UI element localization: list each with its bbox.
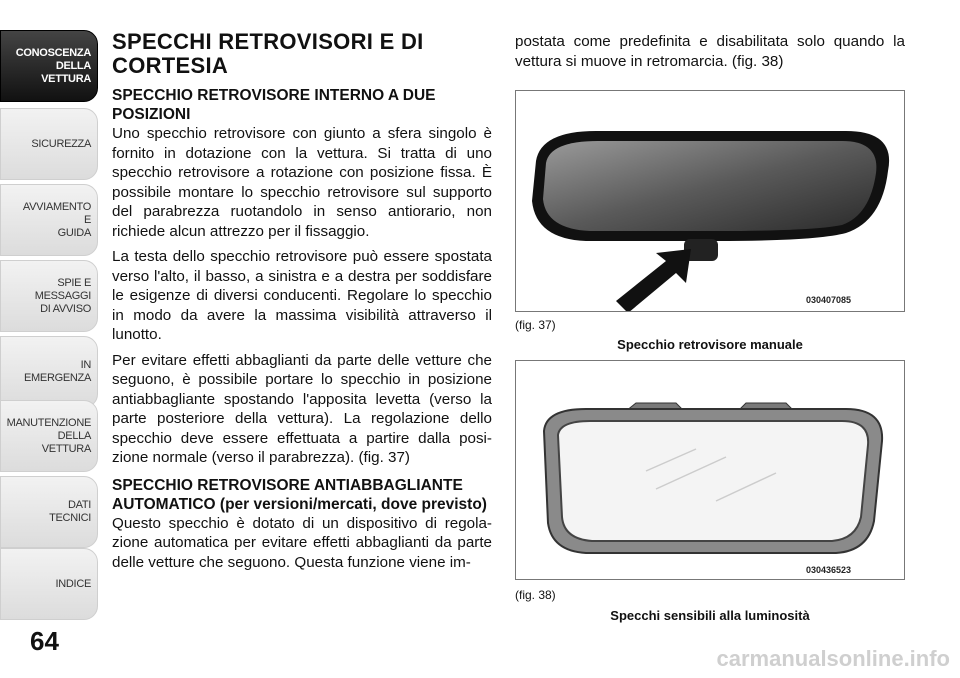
tab-dati-tecnici[interactable] (0, 476, 98, 548)
section2-paragraph-1: Questo specchio è dotato di un dispositivo di regola-zione automatica per evitare effetti abbaglianti da parte delle vetture che seguono. Questa funzione viene im- (112, 514, 492, 571)
tab-emergenza[interactable] (0, 336, 98, 408)
section1-heading: SPECCHIO RETROVISORE INTERNO A DUE POSIZIONI (112, 87, 436, 123)
manual-mirror-image (516, 91, 905, 312)
tab-indice[interactable] (0, 548, 98, 620)
tab-label: DATI TECNICI (49, 499, 91, 524)
section1-paragraph-2: La testa dello specchio retrovisore può essere spostata verso l'alto, il basso, a sinistra e a destra per soddisfare le esigenze di diversi conducenti. Regolare lo specchio in modo da avere la massima visibilità attraverso il lunotto. (112, 248, 492, 343)
tab-label: INDICE (55, 577, 91, 590)
tab-spie[interactable] (0, 260, 98, 332)
section1-paragraph-3: Per evitare effetti abbaglianti da parte delle vetture che seguono, è possibile portare lo specchio in posizione antiabbagliante spostando l'apposita levetta (verso la parte posteriore della vettura). La regolazione dello specchio deve essere effettuata a partire dalla posi-zione normale (verso il parabrezza). (fig. 37) (112, 351, 492, 466)
tab-label: SPIE E MESSAGGI DI AVVISO (34, 276, 91, 315)
figure-38 (515, 360, 905, 580)
tab-label: SICUREZZA (31, 137, 91, 150)
section1-paragraph-1: Uno specchio retrovisore con giunto a sfera singolo è fornito in dotazione con la vettura. Si tratta di uno specchio retrovisore a rotazione con posizione fissa. È possibile montare lo specchio retrovisore sul supporto del parabrezza ruotandolo in senso antiorario, non richiede alcun attrezzo per il fissaggio. (112, 125, 492, 240)
tab-label: AVVIAMENTO E GUIDA (22, 200, 91, 239)
figure-37 (515, 90, 905, 312)
tab-sicurezza[interactable] (0, 108, 98, 180)
section2-heading: SPECCHIO RETROVISORE ANTIABBAGLIANTE AUTOMATICO (per versioni/mercati, dove previsto) (112, 476, 487, 513)
figure-38-ref: (fig. 38) (515, 588, 556, 602)
auto-dimming-mirror-image (516, 361, 905, 580)
tab-label: MANUTENZIONE DELLA VETTURA (6, 416, 91, 455)
main-column (112, 30, 492, 572)
page-title: SPECCHI RETROVISORI E DI CORTESIA (112, 29, 424, 78)
tab-conoscenza[interactable] (0, 30, 98, 102)
figure-37-ref: (fig. 37) (515, 318, 556, 332)
figure-37-caption: Specchio retrovisore manuale (617, 337, 803, 352)
tab-avviamento[interactable] (0, 184, 98, 256)
section2-paragraph-continued: postata come predefinita e disabilitata solo quando la vettura si muove in retromarcia. (fig. 38) (515, 33, 905, 70)
figure-38-caption: Specchi sensibili alla luminosità (610, 608, 810, 623)
page-number: 64 (30, 626, 59, 656)
figure-code: 030407085 (806, 295, 852, 305)
tab-manutenzione[interactable] (0, 400, 98, 472)
watermark: carmanualsonline.info (716, 646, 950, 671)
figure-code: 030436523 (806, 565, 852, 575)
tab-label: IN EMERGENZA (24, 359, 91, 384)
tab-label: CONOSCENZA DELLA VETTURA (15, 46, 91, 85)
